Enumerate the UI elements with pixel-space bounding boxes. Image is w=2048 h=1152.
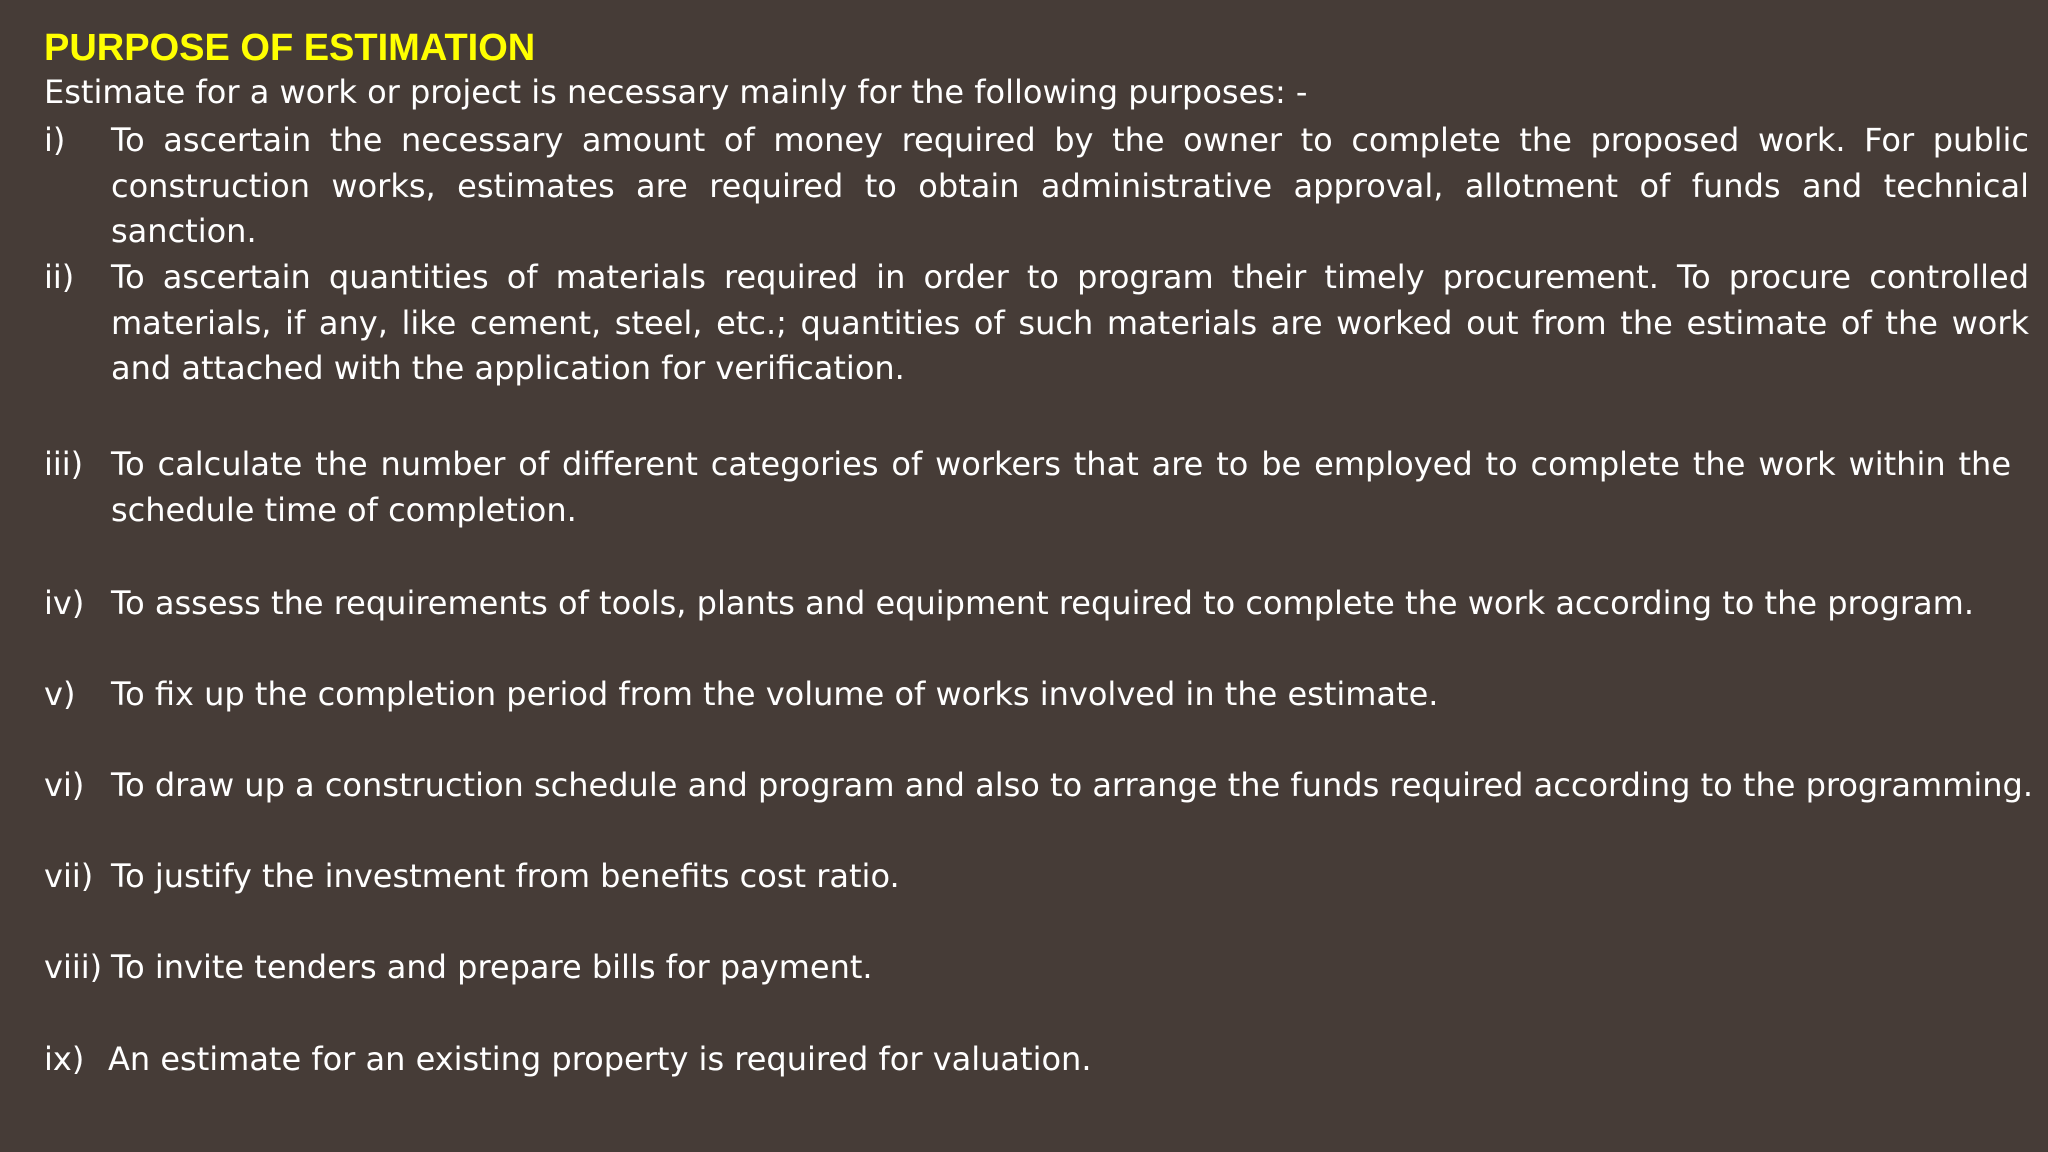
list-item-text: To assess the requirements of tools, plants and equipment required to complete the work according to the program.: [111, 584, 1974, 622]
list-item-text: To justify the investment from benefits cost ratio.: [111, 857, 900, 895]
list-item-number: ix): [44, 1040, 85, 1078]
list-item-text: To fix up the completion period from the volume of works involved in the estimate.: [111, 675, 1439, 713]
list-item-number: vii): [44, 857, 94, 895]
slide-title: PURPOSE OF ESTIMATION: [44, 27, 536, 69]
list-item-number: vi): [44, 766, 85, 804]
intro-text: Estimate for a work or project is necessary mainly for the following purposes: -: [44, 73, 1308, 111]
list-item-number: iii): [44, 445, 84, 483]
list-item-number: i): [44, 121, 66, 159]
list-item-text: To draw up a construction schedule and program and also to arrange the funds required according to the programming.: [111, 766, 2033, 804]
list-item-number: viii): [44, 948, 103, 986]
list-item-number: v): [44, 675, 76, 713]
list-item-text: An estimate for an existing property is required for valuation.: [108, 1040, 1092, 1078]
list-item-number: iv): [44, 584, 85, 622]
list-item-text: To ascertain quantities of materials required in order to program their timely procurement. To procure controlled materials, if any, like cement, steel, etc.; quantities of such materials are worked out from the estimate of the work and attached with the application for verification.: [111, 258, 2029, 387]
list-item-number: ii): [44, 258, 75, 296]
list-item-text: To calculate the number of different categories of workers that are to be employed to complete the work within the schedule time of completion.: [111, 445, 2011, 529]
list-item-text: To invite tenders and prepare bills for payment.: [111, 948, 873, 986]
list-item-text: To ascertain the necessary amount of money required by the owner to complete the proposed work. For public construction works, estimates are required to obtain administrative approval, allotment of funds and technical sanction.: [111, 121, 2029, 250]
